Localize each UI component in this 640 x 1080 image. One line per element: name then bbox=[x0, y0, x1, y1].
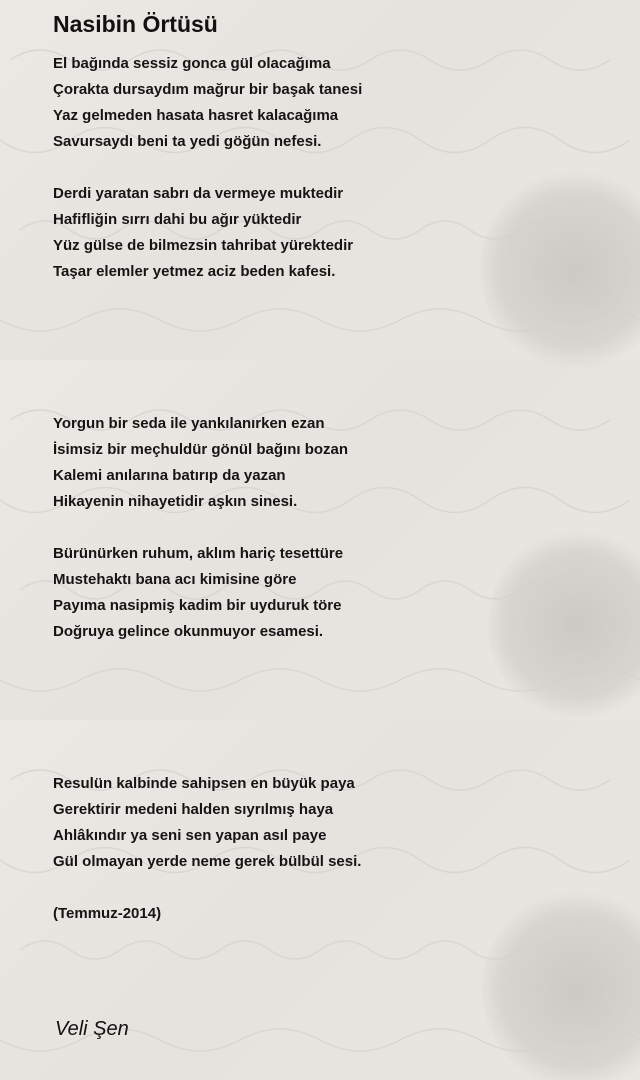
poem-line: Ahlâkındır ya seni sen yapan asıl paye bbox=[53, 827, 327, 844]
poem-stanza bbox=[53, 51, 362, 155]
poem-date-text: (Temmuz-2014) bbox=[53, 905, 162, 922]
poem-line: Gerektirir medeni halden sıyrılmış haya bbox=[53, 801, 334, 818]
poem-line: İsimsiz bir meçhuldür gönül bağını bozan bbox=[53, 441, 349, 458]
poem-line: Yaz gelmeden hasata hasret kalacağıma bbox=[53, 107, 339, 124]
poem-line: Gül olmayan yerde neme gerek bülbül sesi. bbox=[53, 853, 362, 870]
poem-line: Resulün kalbinde sahipsen en büyük paya bbox=[53, 775, 355, 792]
poem-line: Bürünürken ruhum, aklım hariç tesettüre bbox=[53, 545, 344, 562]
poem-line: Taşar elemler yetmez aciz beden kafesi. bbox=[53, 263, 336, 280]
poem-line: Hafifliğin sırrı dahi bu ağır yüktedir bbox=[53, 211, 302, 228]
poem-date bbox=[53, 901, 161, 927]
poem-line: Derdi yaratan sabrı da vermeye muktedir bbox=[53, 185, 344, 202]
poem-stanza bbox=[53, 771, 361, 875]
poem-stanza bbox=[53, 181, 353, 285]
poem-title: Nasibin Örtüsü bbox=[53, 11, 218, 37]
poem-line: Hikayenin nihayetidir aşkın sinesi. bbox=[53, 493, 298, 510]
poem-line: Mustehaktı bana acı kimisine göre bbox=[53, 571, 297, 588]
poem-line: Çorakta dursaydım mağrur bir başak tanesi bbox=[53, 81, 363, 98]
poem-line: Savursaydı beni ta yedi göğün nefesi. bbox=[53, 133, 322, 150]
poem-line: Yorgun bir seda ile yankılanırken ezan bbox=[53, 415, 325, 432]
poem-line: Yüz gülse de bilmezsin tahribat yürektedir bbox=[53, 237, 354, 254]
poem-stanza bbox=[53, 411, 348, 515]
poem-line: El bağında sessiz gonca gül olacağıma bbox=[53, 55, 331, 72]
author-name: Veli Şen bbox=[55, 1018, 129, 1040]
poem-stanza bbox=[53, 541, 343, 645]
poem-line: Payıma nasipmiş kadim bir uyduruk töre bbox=[53, 597, 342, 614]
poem-line: Doğruya gelince okunmuyor esamesi. bbox=[53, 623, 324, 640]
poem-line: Kalemi anılarına batırıp da yazan bbox=[53, 467, 286, 484]
